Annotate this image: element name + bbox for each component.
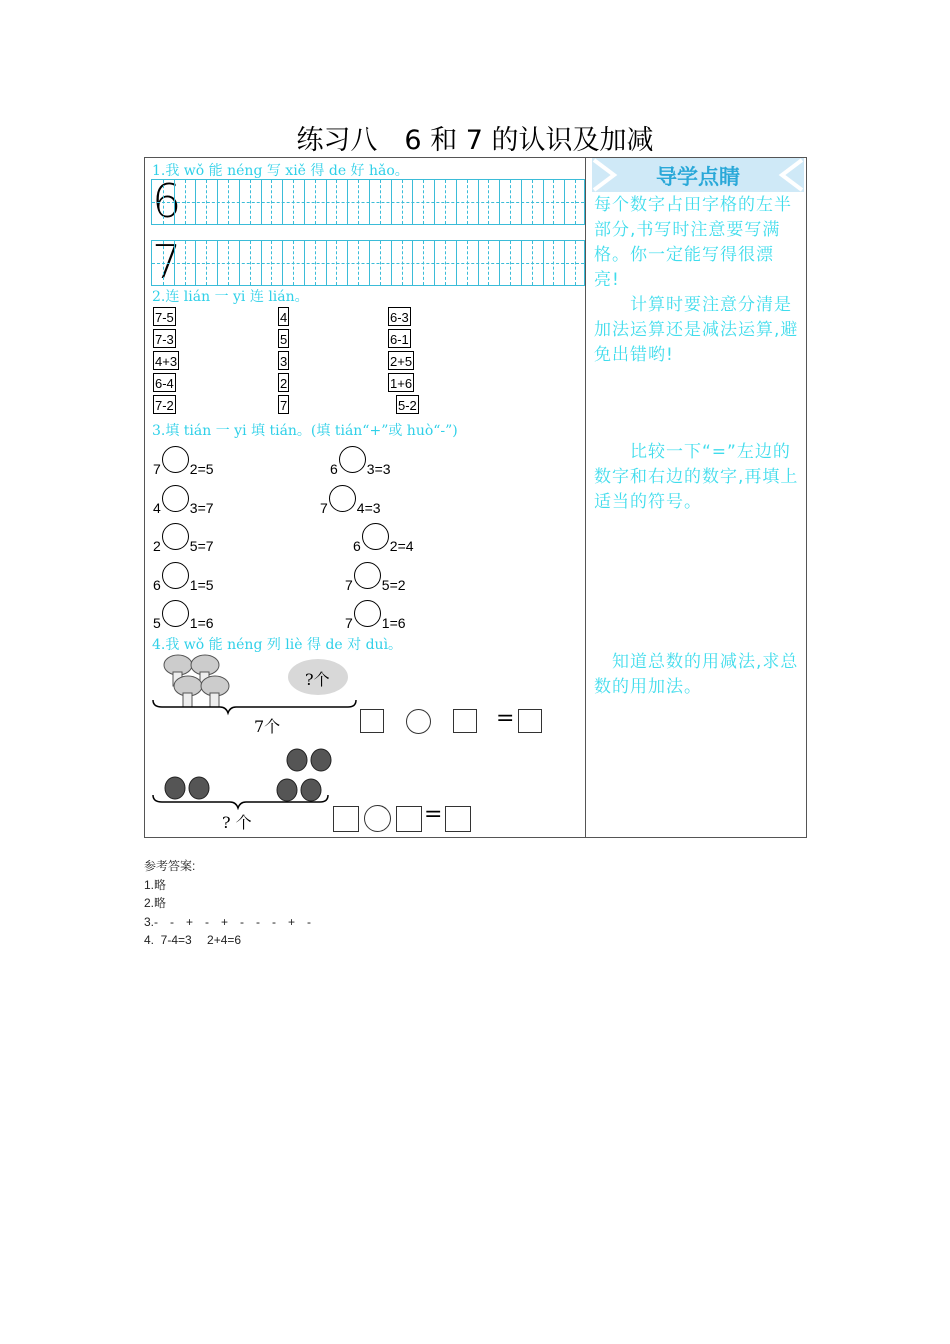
operand: 7 — [345, 615, 353, 631]
answer-line: 4. 7-4=3 2+4=6 — [144, 933, 242, 947]
operand: 6 — [353, 538, 361, 554]
operator-circle[interactable] — [329, 485, 356, 512]
answer-line: 1.略 — [144, 877, 167, 892]
match-card-mid[interactable]: 2 — [278, 373, 289, 392]
tips-header: 导学点睛 — [656, 165, 740, 189]
match-card-right[interactable]: 2+5 — [388, 351, 414, 370]
mushroom-icon — [201, 676, 229, 707]
equation — [320, 485, 381, 516]
operator-circle[interactable] — [362, 523, 389, 550]
operand: 4 — [153, 499, 161, 516]
operator-circle[interactable] — [339, 446, 366, 473]
operator-circle[interactable] — [162, 562, 189, 589]
equation — [153, 562, 214, 593]
operand-result: 5=2 — [381, 576, 406, 593]
equation — [353, 523, 414, 554]
match-card-mid[interactable]: 7 — [278, 395, 289, 414]
strawberry-icon — [165, 777, 185, 799]
equation — [153, 485, 214, 516]
operand-result: 1=6 — [381, 615, 406, 631]
unknown-total-label: ? 个 — [222, 813, 252, 832]
operand-result: 3=7 — [189, 499, 214, 516]
equation — [153, 446, 214, 477]
tip-calculation: 计算时要注意分清是加法运算还是减法运算,避免出错哟! — [594, 295, 799, 365]
grid-dash — [152, 202, 584, 203]
tip-writing: 每个数字占田字格的左半部分,书写时注意要写满格。你一定能写得很漂亮! — [594, 195, 792, 290]
strawberry-icon — [277, 779, 297, 801]
match-card-left[interactable]: 7-2 — [153, 395, 176, 414]
operand-result: 4=3 — [356, 499, 381, 516]
answer-box[interactable] — [445, 806, 471, 832]
tianzige-row-7[interactable] — [151, 235, 585, 289]
match-card-mid[interactable]: 3 — [278, 351, 289, 370]
sample-digit: 6 — [152, 174, 182, 228]
section4-label: 4.我 wǒ 能 néng 列 liè 得 de 对 duì。 — [152, 637, 403, 653]
answer-box[interactable] — [453, 709, 477, 733]
answer-box[interactable] — [333, 806, 359, 832]
section1-label: 1.我 wǒ 能 néng 写 xiě 得 de 好 hǎo。 — [152, 163, 409, 179]
column-divider — [585, 157, 586, 837]
answer-line: 2.略 — [144, 896, 167, 910]
match-card-left[interactable]: 4+3 — [153, 351, 179, 370]
equation — [345, 562, 406, 593]
equals-sign: = — [496, 706, 515, 731]
operand: 7 — [320, 499, 328, 516]
answer-heading: 参考答案: — [144, 859, 196, 873]
operand: 7 — [153, 461, 161, 477]
operand-result: 1=6 — [189, 615, 214, 631]
operand-result: 5=7 — [189, 538, 214, 554]
match-card-right[interactable]: 5-2 — [396, 395, 419, 414]
match-card-mid[interactable]: 5 — [278, 329, 289, 348]
operand: 7 — [345, 576, 353, 593]
equation — [345, 600, 406, 631]
equation — [330, 446, 391, 477]
tips-banner — [592, 158, 804, 192]
operand: 2 — [153, 538, 161, 554]
tip-total: 知道总数的用减法,求总数的用加法。 — [594, 652, 799, 697]
operand-result: 1=5 — [189, 576, 214, 593]
match-card-left[interactable]: 7-3 — [153, 329, 176, 348]
tip-compare: 比较一下“=”左边的数字和右边的数字,再填上适当的符号。 — [594, 442, 799, 512]
operator-circle[interactable] — [162, 485, 189, 512]
equation — [153, 523, 214, 554]
answer-key — [144, 857, 311, 950]
strawberry-icon — [287, 749, 307, 771]
operator-circle[interactable] — [162, 600, 189, 627]
operand: 6 — [330, 461, 338, 477]
strawberry-icon — [311, 749, 331, 771]
operator-circle[interactable] — [354, 600, 381, 627]
answer-line: 3.- - + - + - - - + - — [144, 914, 312, 929]
mushroom-icon — [174, 676, 202, 707]
operator-circle[interactable] — [162, 523, 189, 550]
strawberry-icon — [189, 777, 209, 799]
answer-box[interactable] — [360, 709, 384, 733]
answer-box[interactable] — [518, 709, 542, 733]
operand-result: 2=4 — [389, 538, 414, 554]
match-card-left[interactable]: 7-5 — [153, 307, 176, 326]
match-card-right[interactable]: 6-1 — [388, 329, 411, 348]
strawberries-illustration — [150, 740, 340, 810]
section3-label: 3.填 tián 一 yi 填 tián。(填 tián“+”或 huò“-”) — [152, 423, 458, 439]
operator-circle[interactable] — [406, 709, 431, 734]
grid-dash — [152, 263, 584, 264]
strawberry-icon — [301, 779, 321, 801]
operand-result: 2=5 — [189, 461, 214, 477]
bubble-text: ?个 — [305, 670, 330, 689]
match-card-left[interactable]: 6-4 — [153, 373, 176, 392]
tianzige-row-6[interactable] — [151, 174, 585, 228]
answer-box[interactable] — [396, 806, 422, 832]
match-card-right[interactable]: 1+6 — [388, 373, 414, 392]
operator-circle[interactable] — [364, 805, 391, 832]
total-label: 7个 — [254, 717, 281, 736]
section2-label: 2.连 lián 一 yi 连 lián。 — [152, 289, 309, 305]
operator-circle[interactable] — [354, 562, 381, 589]
operand: 5 — [153, 615, 161, 631]
operand: 6 — [153, 576, 161, 593]
match-card-mid[interactable]: 4 — [278, 307, 289, 326]
match-card-right[interactable]: 6-3 — [388, 307, 411, 326]
operand-result: 3=3 — [366, 461, 391, 477]
equation — [153, 600, 214, 631]
sample-digit: 7 — [152, 235, 182, 289]
operator-circle[interactable] — [162, 446, 189, 473]
equals-sign: = — [424, 802, 443, 827]
page-title: 练习八 6 和 7 的认识及加减 — [296, 125, 654, 156]
